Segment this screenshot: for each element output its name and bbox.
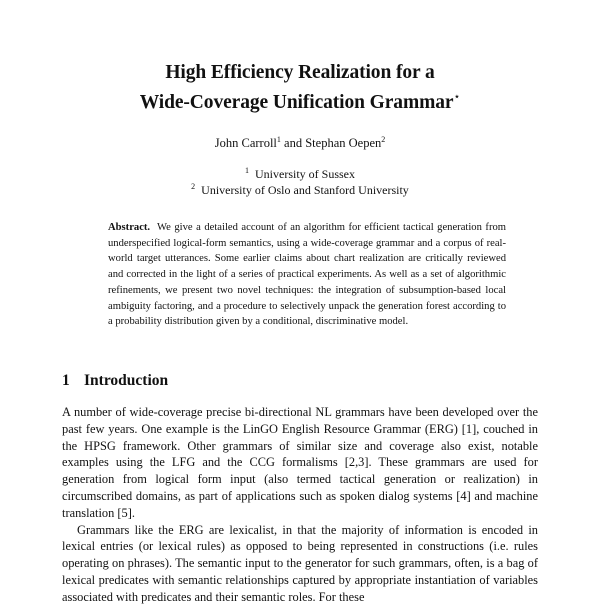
abstract xyxy=(108,220,506,330)
body-text xyxy=(62,404,538,606)
author-list xyxy=(0,136,600,151)
paper-title-line-2-text: Wide-Coverage Unification Grammar xyxy=(139,92,454,113)
section-heading xyxy=(62,372,168,390)
section-title: Introduction xyxy=(84,372,169,389)
paragraph: Grammars like the ERG are lexicalist, in that the majority of information is encoded in lexical entries (or lexical rules) as opposed to being represented in constructions (i.e. rules operating on phrases). The semantic input to the generator for such grammars, often, is a bag of lexical predicates with semantic relationships captured by appropriate instantiation of variables associated with predicates and their semantic roles. For these xyxy=(62,522,538,604)
affiliation-number: 2 xyxy=(191,182,196,191)
title-footnote-mark: ⋆ xyxy=(453,91,461,103)
paragraph: A number of wide-coverage precise bi-directional NL grammars have been developed over the past few years. One example is the LinGO English Resource Grammar (ERG) [1], couched in the HPSG framework. Other grammars of similar size and coverage also exist, notable examples using the LFG and the CCG formalisms [2,3]. These grammars are used for generation from logical form input (also termed tactical generation or realization) in circumscribed domains, as part of applications such as spoken dialog systems [4] and machine translation [5]. xyxy=(62,405,538,520)
author-name: John Carroll xyxy=(214,136,277,150)
section-number: 1 xyxy=(62,372,70,389)
paper-title-line-1: High Efficiency Realization for a xyxy=(165,62,435,83)
affiliation xyxy=(0,183,600,198)
abstract-text: We give a detailed account of an algorithm for efficient tactical generation from underspecified logical-form semantics, using a wide-coverage grammar and a corpus of real-world target utterances. Some earlier claims about chart realization are critically reviewed and corrected in the light of a series of practical experiments. As well as a set of algorithmic refinements, we present two novel techniques: the integration of subsumption-based local ambiguity factoring, and a procedure to selectively unpack the generation forest according to a probability distribution given by a conditional, discriminative model. xyxy=(108,222,507,328)
author-affiliation-mark: 1 xyxy=(276,135,281,144)
affiliation-text: University of Oslo and Stanford University xyxy=(201,183,409,197)
affiliation-number: 1 xyxy=(245,166,249,175)
abstract-label: Abstract. xyxy=(108,222,151,233)
affiliation-text: University of Sussex xyxy=(255,167,355,181)
affiliation xyxy=(0,167,600,182)
author-affiliation-mark: 2 xyxy=(381,135,386,144)
author-name: Stephan Oepen xyxy=(305,136,382,150)
author-connector: and xyxy=(280,136,306,150)
paper-title-line-2 xyxy=(0,85,600,115)
